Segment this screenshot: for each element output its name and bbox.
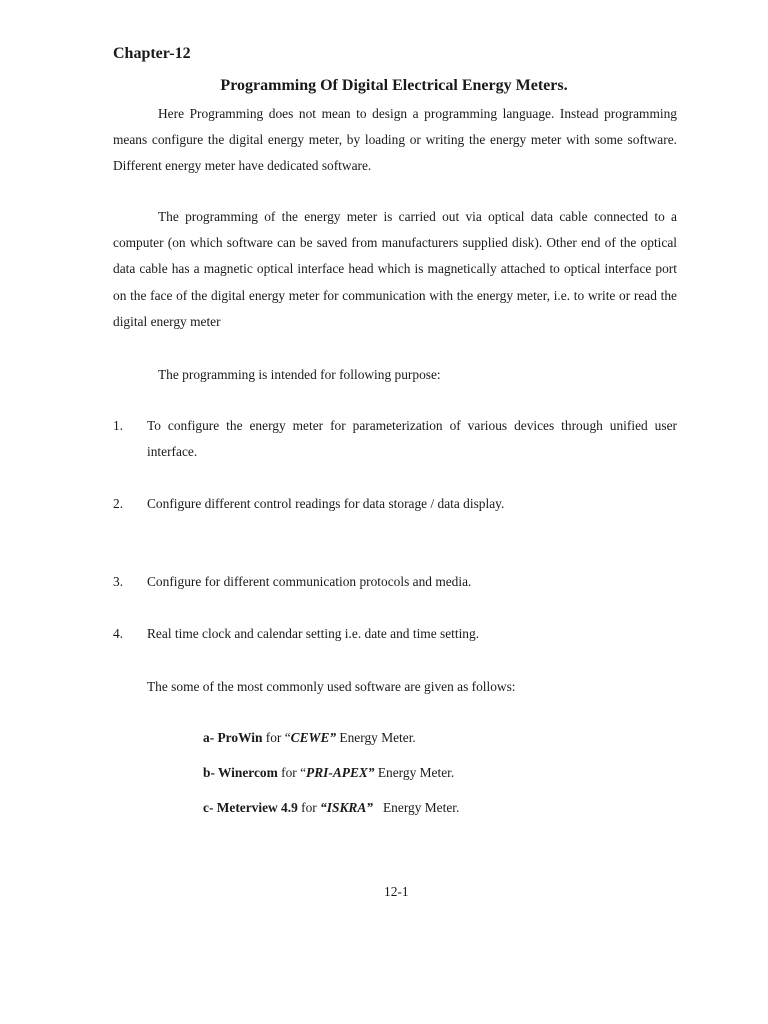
software-brand: PRI-APEX”	[306, 765, 375, 780]
paragraph-optical-cable: The programming of the energy meter is carried out via optical data cable connected to a computer (on which software can be saved from manufacturers supplied disk). Other end of the optical data cable has a magnetic optical interface head which is magnetically attached to optical interface port on the face of the digital energy meter for communication with the energy meter, i.e. to write or read the digital energy meter	[113, 209, 677, 329]
list-number: 1.	[113, 418, 124, 433]
list-text: To configure the energy meter for parameterization of various devices through unified user interface.	[147, 418, 677, 460]
software-suffix: Energy Meter.	[336, 730, 416, 745]
paragraph-intro: Here Programming does not mean to design a programming language. Instead programming means configure the digital energy meter, by loading or writing the energy meter with some software. Different energy meter have dedicated software.	[113, 106, 677, 174]
software-name: b- Winercom	[203, 765, 278, 780]
software-intro: The some of the most commonly used software are given as follows:	[147, 679, 516, 694]
software-for: for “	[262, 730, 291, 745]
software-brand: CEWE”	[290, 730, 337, 745]
software-item	[203, 763, 454, 783]
software-brand: “ISKRA”	[320, 800, 373, 815]
page-number: 12-1	[384, 884, 409, 899]
list-text: Real time clock and calendar setting i.e. date and time setting.	[147, 626, 480, 641]
software-for: for “	[277, 765, 307, 780]
software-name: a- ProWin	[203, 730, 263, 745]
list-text: Configure different control readings for data storage / data display.	[147, 496, 505, 511]
list-number: 3.	[113, 574, 124, 589]
list-item	[113, 621, 677, 647]
software-suffix: Energy Meter.	[372, 800, 460, 815]
list-item	[113, 413, 677, 465]
software-suffix: Energy Meter.	[374, 765, 455, 780]
list-text: Configure for different communication protocols and media.	[147, 574, 472, 589]
list-item	[113, 569, 677, 595]
list-number: 2.	[113, 496, 124, 511]
software-for: for	[297, 800, 321, 815]
chapter-title: Programming Of Digital Electrical Energy Meters.	[220, 77, 568, 94]
software-item	[203, 728, 416, 748]
software-item	[203, 798, 459, 818]
list-number: 4.	[113, 626, 124, 641]
purpose-intro: The programming is intended for following purpose:	[158, 367, 441, 382]
software-name: c- Meterview 4.9	[203, 800, 298, 815]
list-item	[113, 491, 677, 517]
chapter-heading: Chapter-12	[113, 45, 191, 62]
